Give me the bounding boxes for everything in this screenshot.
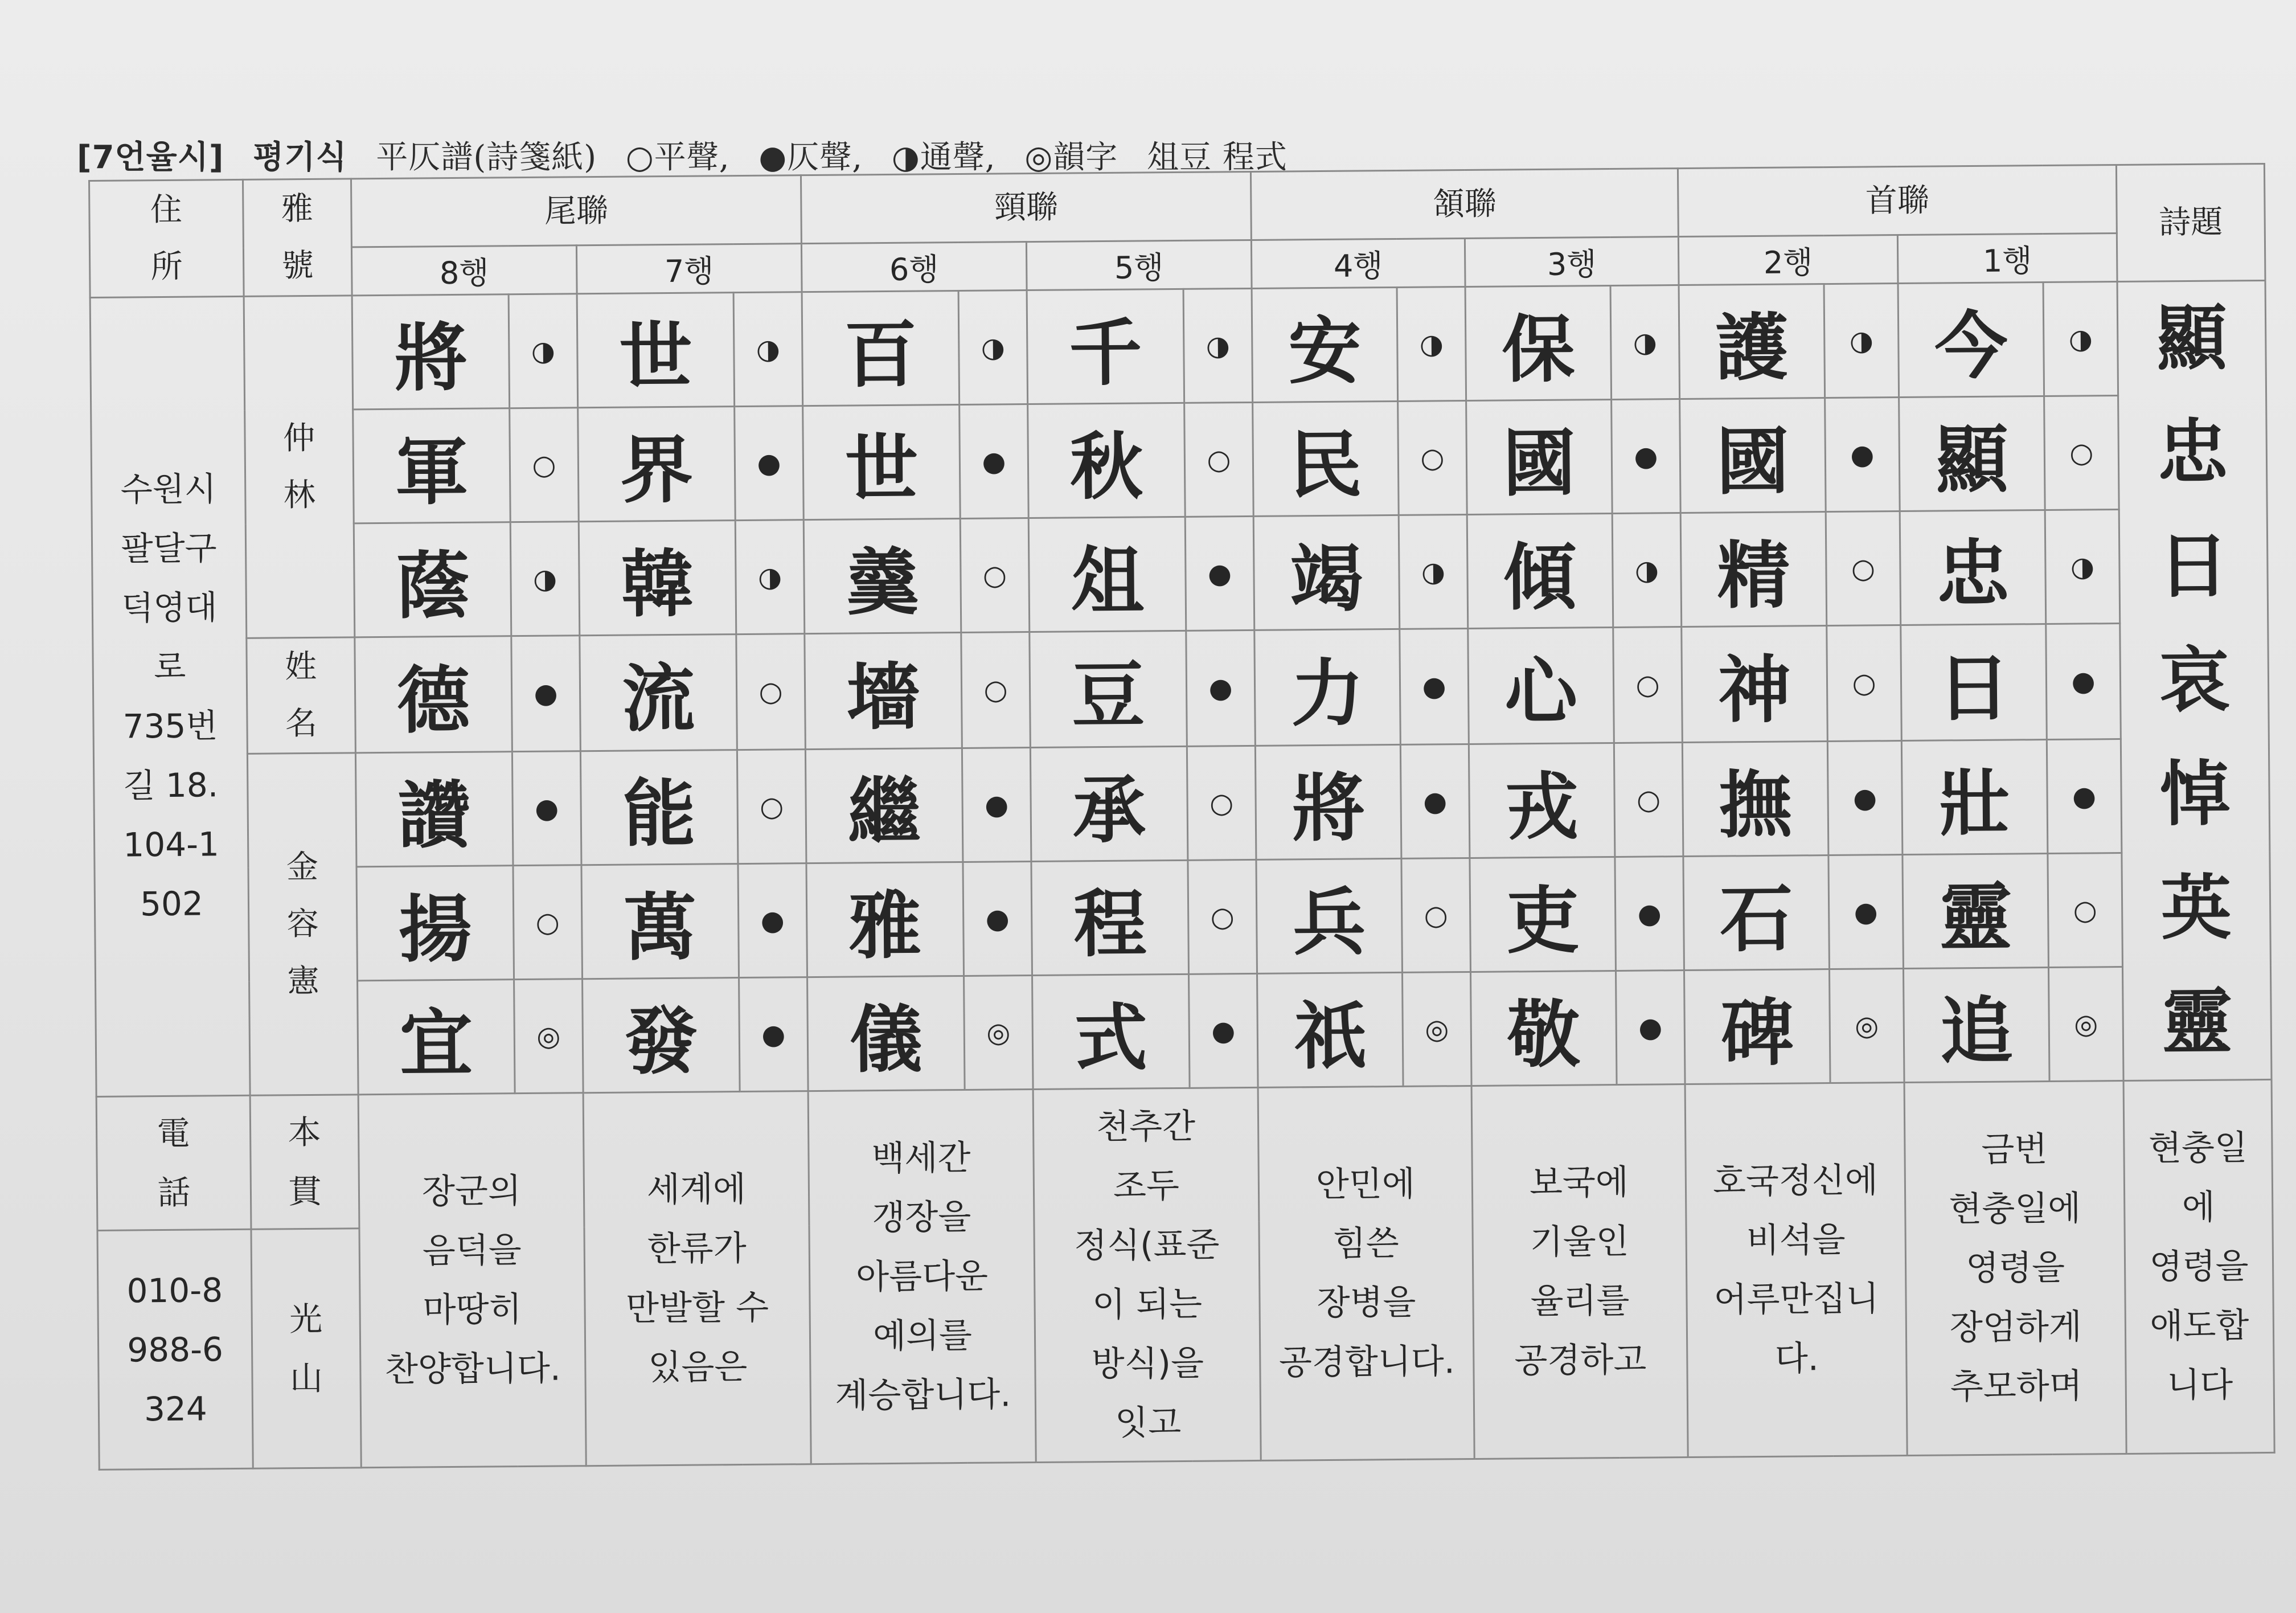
- translation-line: 세계에: [646, 1169, 747, 1210]
- translation-cell: [358, 1093, 586, 1468]
- translation-line: 비석을: [1746, 1219, 1846, 1261]
- poem-char: 界: [578, 407, 736, 522]
- bongwan-value-char: 光: [289, 1299, 323, 1338]
- poem-char: 戎: [1469, 743, 1615, 858]
- translation-line: 예의를: [872, 1315, 973, 1357]
- translation-line: 백세간: [871, 1137, 971, 1179]
- group-header-hamryeon: 頷聯: [1250, 169, 1678, 240]
- bongwan-label-char: 貫: [288, 1172, 322, 1211]
- title-char: 忠: [2156, 411, 2228, 494]
- tone-mark: ◑: [1397, 287, 1466, 402]
- poem-title: 俎豆 程式: [1147, 139, 1288, 176]
- tone-mark: ○: [1187, 746, 1256, 860]
- poem-char: 俎: [1028, 517, 1186, 632]
- poem-char: 秋: [1028, 403, 1186, 518]
- poem-char: 日: [1901, 624, 2047, 741]
- group-header-suryeon: 首聯: [1678, 165, 2117, 237]
- char-row: [93, 622, 2269, 755]
- poem-char: 忠: [1900, 510, 2046, 625]
- translation-line: 공경하고: [1514, 1340, 1647, 1381]
- title-char: 顯: [2156, 297, 2228, 380]
- translation-cell: [1904, 1080, 2126, 1455]
- name-label-char: 名: [285, 705, 318, 743]
- translation-line: 이 되는: [1092, 1284, 1203, 1325]
- line-header: 8행: [351, 245, 577, 296]
- poem-char: 讚: [355, 752, 513, 867]
- poem-char: 傾: [1467, 513, 1613, 628]
- name-label-cell: [247, 637, 356, 754]
- title-char: 日: [2158, 525, 2229, 608]
- poem-char: 壯: [1901, 740, 2048, 855]
- tone-mark: ○: [737, 750, 806, 864]
- address-label-cell: [89, 179, 244, 297]
- tone-mark: ◑: [1612, 513, 1682, 628]
- tone-mark: ●: [1400, 628, 1469, 744]
- poem-char: 流: [580, 634, 737, 751]
- name-value-char: 憲: [287, 962, 319, 1000]
- translation-line: 갱장을: [872, 1197, 971, 1238]
- tone-mark: ○: [1826, 511, 1901, 626]
- translation-line: 잇고: [1114, 1402, 1182, 1443]
- tone-mark: ●: [511, 636, 581, 752]
- title-column: [2117, 280, 2272, 1080]
- tone-mark: ○: [1184, 402, 1254, 517]
- poem-char: 軍: [353, 408, 511, 523]
- legend-ze: ●仄聲,: [758, 139, 863, 176]
- poem-char: 民: [1253, 401, 1399, 516]
- poem-char: 靈: [1903, 854, 2049, 969]
- tone-mark: ●: [1189, 973, 1258, 1088]
- poem-char: 儀: [807, 976, 965, 1091]
- poem-char: 祇: [1257, 972, 1404, 1087]
- tone-mark: ◑: [510, 522, 580, 636]
- tone-mark: ○: [961, 632, 1031, 748]
- group-header-gyeongryeon: 頸聯: [801, 171, 1251, 243]
- translation-cell: [583, 1091, 811, 1466]
- translation-line: 찬양합니다.: [384, 1348, 561, 1390]
- poem-char: 世: [803, 404, 961, 519]
- tone-mark: ●: [1612, 399, 1681, 514]
- page-heading: [77, 132, 1288, 178]
- poem-char: 將: [1255, 744, 1401, 859]
- poem-char: 撫: [1682, 742, 1828, 857]
- poem-char: 石: [1683, 855, 1830, 971]
- poem-char: 竭: [1253, 515, 1400, 630]
- poem-char: 保: [1465, 286, 1612, 401]
- tone-mark: ◎: [514, 979, 584, 1094]
- title-char: 哀: [2158, 638, 2231, 722]
- tone-mark: ●: [1616, 971, 1685, 1085]
- bongwan-label-char: 本: [288, 1112, 321, 1152]
- translation-line: 정식(표준: [1073, 1225, 1220, 1266]
- translation-line: 장군의: [421, 1171, 522, 1212]
- tone-mark: ◎: [1402, 972, 1471, 1086]
- tone-mark: ●: [1615, 857, 1684, 971]
- address-line: 735번: [122, 706, 218, 746]
- poem-char: 國: [1680, 398, 1826, 513]
- ho-label-char: 號: [281, 247, 314, 285]
- tone-mark: ●: [960, 404, 1029, 519]
- poem-char: 心: [1468, 627, 1614, 744]
- phone-line: 988-6: [127, 1329, 224, 1370]
- line-header: 5행: [1026, 240, 1252, 290]
- tone-mark: ◎: [1829, 969, 1904, 1083]
- poem-char: 世: [577, 293, 735, 408]
- address-line: 502: [140, 884, 204, 924]
- translation-line: 한류가: [647, 1228, 747, 1270]
- tone-mark: ◑: [733, 292, 803, 407]
- tone-mark: ◑: [1610, 285, 1680, 400]
- legend-ping: ○平聲,: [625, 139, 730, 176]
- poem-char: 兵: [1256, 858, 1403, 973]
- address-label-char: 所: [150, 248, 183, 286]
- title-char: 英: [2160, 866, 2232, 950]
- translation-line: 애도합: [2150, 1305, 2249, 1346]
- group-header-weiryeon: 尾聯: [351, 175, 801, 247]
- name-label-char: 姓: [284, 648, 317, 686]
- poem-char: 式: [1032, 974, 1190, 1089]
- name-value-char: 容: [286, 905, 319, 943]
- poem-char: 護: [1679, 284, 1825, 399]
- phone-label-cell: [96, 1095, 251, 1230]
- poem-char: 顯: [1899, 396, 2045, 511]
- poem-char: 神: [1682, 626, 1828, 743]
- translation-line: 영령을: [1965, 1247, 2065, 1289]
- poem-char: 繼: [805, 748, 963, 863]
- tone-mark: ●: [1400, 744, 1470, 858]
- line-header: 6행: [801, 242, 1027, 292]
- title-char: 靈: [2161, 980, 2233, 1064]
- tone-mark: ◑: [958, 290, 1028, 405]
- poem-char: 韓: [579, 521, 736, 636]
- bongwan-label-cell: [250, 1095, 359, 1229]
- translation-cell: [1685, 1083, 1907, 1458]
- translation-line: 마땅히: [423, 1289, 522, 1330]
- poem-style: 평기식: [253, 139, 347, 176]
- line-header: 2행: [1678, 235, 1898, 285]
- char-row: [93, 738, 2269, 869]
- poem-char: 程: [1031, 860, 1189, 975]
- translation-line: 장병을: [1317, 1282, 1416, 1324]
- translation-line: 호국정신에: [1712, 1160, 1879, 1202]
- bongwan-value-char: 山: [289, 1358, 323, 1398]
- poem-char: 德: [355, 636, 512, 753]
- translation-line: 만발할 수: [625, 1287, 769, 1329]
- tone-mark: ○: [960, 518, 1030, 633]
- tone-mark: ○: [1188, 859, 1257, 974]
- translation-cell: [1471, 1084, 1688, 1459]
- line-header: 7행: [576, 244, 802, 294]
- tone-mark: ●: [1828, 855, 1904, 969]
- poem-char: 宜: [358, 980, 515, 1095]
- tone-mark: ◑: [735, 520, 805, 634]
- translation-row: [96, 1079, 2273, 1230]
- translation-line: 영령을: [2149, 1246, 2249, 1287]
- tone-mark: ●: [738, 863, 807, 978]
- translation-line: 다.: [1774, 1338, 1819, 1379]
- poem-char: 百: [802, 291, 960, 406]
- poem-char: 揚: [356, 866, 514, 981]
- tone-mark: ●: [1186, 630, 1256, 746]
- poem-char: 力: [1254, 629, 1401, 746]
- ho-value-cell: [244, 296, 355, 638]
- poem-char: 敬: [1470, 971, 1617, 1086]
- poem-char: 將: [352, 294, 510, 410]
- address-line: 덕영대: [121, 588, 218, 628]
- poem-char: 能: [580, 750, 738, 865]
- address-line: 길 18.: [123, 765, 219, 805]
- translation-line: 추모하며: [1950, 1366, 2082, 1407]
- poem-char: 吏: [1470, 857, 1616, 972]
- tone-mark: ○: [1401, 858, 1471, 972]
- translation-line: 공경합니다.: [1278, 1341, 1456, 1383]
- translation-line: 현충일에: [1949, 1188, 2081, 1230]
- tone-mark: ○: [2044, 396, 2119, 510]
- address-line: 로: [153, 647, 186, 687]
- ho-value-char: 林: [283, 476, 316, 514]
- poem-char: 追: [1903, 968, 2049, 1083]
- tone-mark: ◑: [2043, 282, 2118, 396]
- poem-char: 千: [1027, 289, 1184, 404]
- tone-mark: ○: [513, 865, 583, 980]
- tone-mark: ◎: [964, 976, 1034, 1090]
- line-header: 1행: [1897, 234, 2117, 284]
- title-header: 詩題: [2116, 163, 2265, 281]
- ho-label-char: 雅: [281, 190, 314, 228]
- poem-char: 承: [1030, 746, 1188, 861]
- tone-mark: ◑: [2045, 510, 2120, 624]
- poem-char: 萬: [581, 864, 739, 979]
- translation-line: 기울인: [1530, 1221, 1629, 1263]
- poem-char: 精: [1680, 512, 1827, 627]
- translation-line: 금번: [1981, 1129, 2048, 1170]
- legend-yun: ◎韻字: [1024, 139, 1118, 176]
- tone-mark: ◑: [1824, 284, 1899, 398]
- poem-char: 今: [1898, 283, 2044, 398]
- tone-mark: ●: [962, 748, 1031, 862]
- tone-mark: ◎: [2048, 967, 2123, 1081]
- tone-mark: ◑: [509, 294, 578, 408]
- legend-tong: ◑通聲,: [891, 139, 996, 176]
- address-line: 팔달구: [121, 529, 217, 568]
- translation-cell: [1258, 1086, 1474, 1460]
- translation-line: 안민에: [1315, 1164, 1416, 1205]
- tone-mark: ●: [1827, 741, 1903, 855]
- poem-char: 蔭: [354, 522, 511, 637]
- tone-mark: ○: [1827, 625, 1902, 742]
- char-row: [95, 851, 2270, 982]
- translation-cell: [1033, 1087, 1261, 1462]
- translation-line: 현충일: [2148, 1128, 2248, 1169]
- pingze-grid: [88, 163, 2276, 1471]
- translation-cell: [808, 1090, 1036, 1464]
- translation-line: 어루만집니: [1713, 1279, 1879, 1320]
- phone-label-char: 話: [157, 1173, 191, 1213]
- tone-mark: ●: [1825, 398, 1900, 512]
- tone-mark: ●: [2047, 739, 2122, 853]
- tone-mark: ○: [2048, 853, 2123, 967]
- poem-char: 羹: [803, 518, 961, 633]
- tone-mark: ◑: [1399, 515, 1468, 629]
- translation-line: 음덕을: [422, 1230, 522, 1271]
- translation-line: 천추간: [1096, 1106, 1196, 1148]
- ho-value-char: 仲: [282, 419, 315, 457]
- tone-mark: ●: [1185, 516, 1254, 631]
- translation-line: 방식)을: [1091, 1343, 1204, 1385]
- address-line: 수원시: [120, 469, 217, 509]
- translation-line: 장엄하게: [1949, 1307, 2082, 1348]
- address-label-char: 住: [150, 191, 183, 229]
- poem-char: 雅: [806, 862, 964, 977]
- tone-mark: ●: [2046, 624, 2121, 740]
- char-row: [91, 394, 2267, 525]
- poem-char: 國: [1466, 400, 1613, 515]
- phone-label-char: 電: [157, 1113, 190, 1153]
- char-row: [92, 508, 2268, 639]
- phone-line: 324: [144, 1389, 208, 1428]
- poem-char: 墻: [805, 632, 962, 749]
- tone-mark: ◑: [1183, 288, 1253, 403]
- address-line: 104-1: [123, 825, 220, 865]
- poem-type: [7언율시]: [77, 139, 224, 176]
- tone-mark: ○: [510, 408, 579, 522]
- translation-line: 계승합니다.: [835, 1374, 1011, 1416]
- tone-mark: ●: [735, 406, 804, 521]
- tone-mark: ○: [1613, 627, 1683, 743]
- sheet-title: 平仄譜(詩箋紙): [376, 139, 597, 176]
- name-value-char: 金: [286, 848, 319, 886]
- phone-line: 010-8: [126, 1270, 223, 1311]
- translation-line: 있음은: [648, 1346, 748, 1388]
- translation-line: 조두: [1113, 1166, 1180, 1206]
- poem-char: 發: [583, 978, 740, 1093]
- poem-char: 安: [1252, 287, 1398, 402]
- tone-mark: ●: [512, 751, 581, 866]
- poem-char: 豆: [1030, 631, 1187, 747]
- translation-line: 에: [2182, 1187, 2216, 1228]
- title-char: 悼: [2159, 752, 2231, 836]
- line-header: 4행: [1251, 239, 1465, 289]
- tone-mark: ○: [1614, 743, 1683, 857]
- poem-char: 碑: [1684, 969, 1830, 1084]
- translation-line: 아름다운: [855, 1256, 989, 1297]
- line-header: 3행: [1465, 237, 1679, 287]
- tone-mark: ○: [736, 634, 806, 750]
- translation-line: 율리를: [1530, 1280, 1630, 1322]
- ho-label-cell: [243, 179, 352, 296]
- phone-cell: [97, 1229, 253, 1469]
- translation-line: 힘쓴: [1332, 1223, 1399, 1264]
- tone-mark: ●: [739, 977, 809, 1092]
- translation-line: 보국에: [1529, 1162, 1629, 1203]
- char-row: [96, 965, 2272, 1096]
- tone-mark: ○: [1398, 401, 1467, 515]
- name-value-cell: [247, 753, 358, 1095]
- title-translation-cell: [2123, 1079, 2274, 1454]
- char-row: [90, 280, 2266, 411]
- bongwan-value-cell: [251, 1229, 361, 1468]
- address-cell: [90, 296, 250, 1096]
- translation-line: 니다: [2166, 1365, 2233, 1406]
- tone-mark: ●: [963, 862, 1032, 976]
